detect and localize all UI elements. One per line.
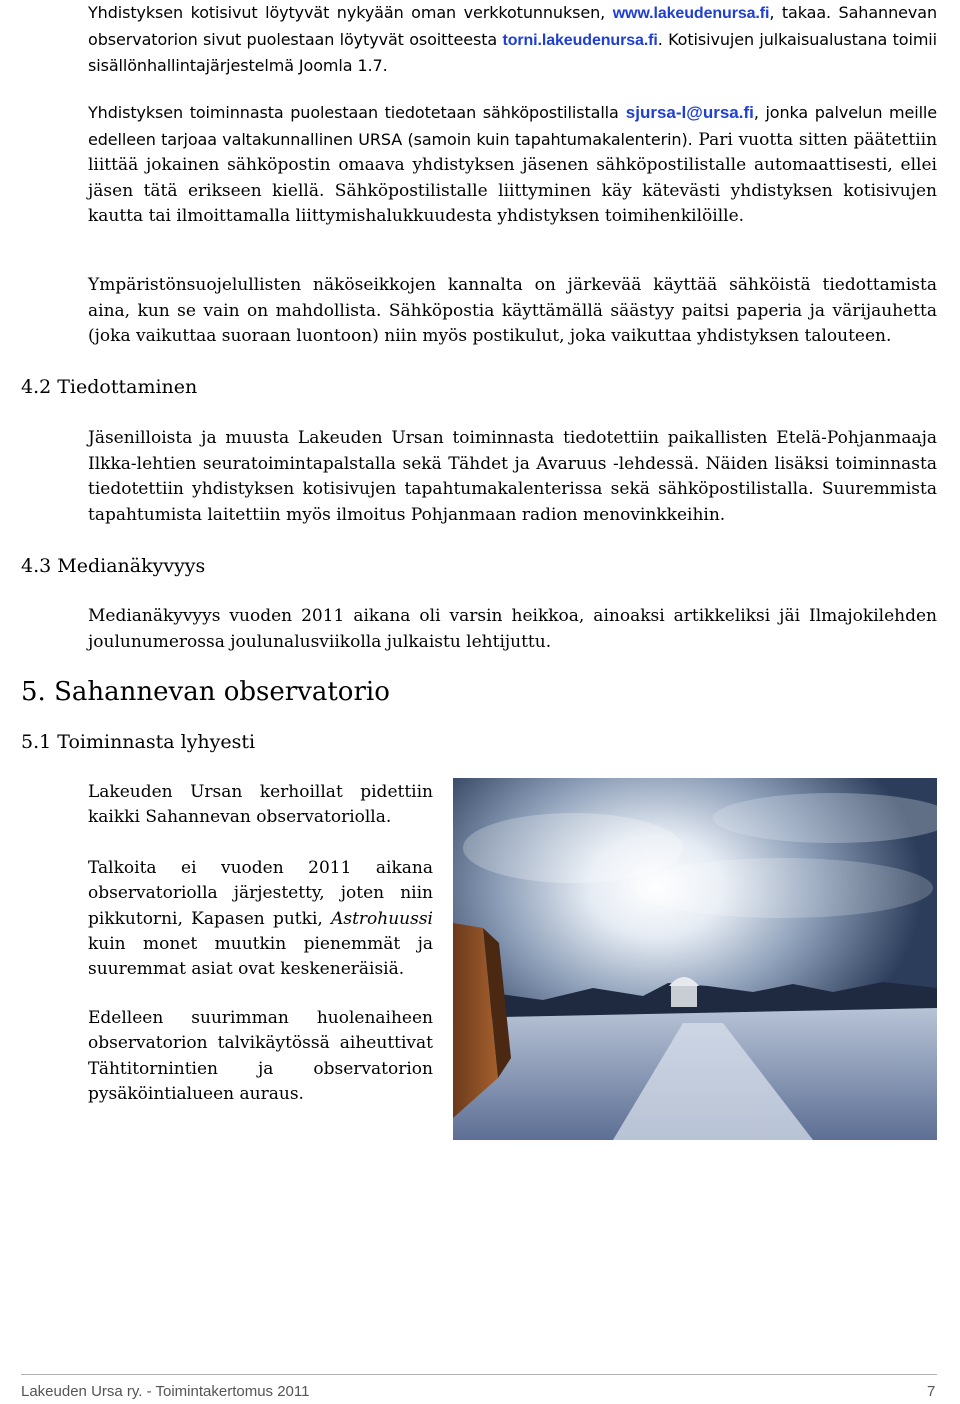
paragraph-medianakyvyys: Medianäkyvyys vuoden 2011 aikana oli varsin heikkoa, ainoaksi artikkeliksi jäi Ilmajokilehden joulunumerossa joulunalusviikolla julkaistu lehtijuttu.	[88, 606, 937, 652]
paragraph-environment: Ympäristönsuojelullisten näköseikkojen kannalta on järkevää käyttää sähköistä tiedottamista aina, kun se vain on mahdollista. Sähköpostia käyttämällä säästyy paitsi paperia ja värijauhetta (joka vaikuttaa suoraan luontoon) niin myös postikulut, joka vaikuttaa yhdistyksen talouteen.	[88, 275, 937, 347]
link-mailing-list[interactable]: sjursa-l@ursa.fi	[625, 103, 754, 122]
link-torni[interactable]: torni.lakeudenursa.fi	[502, 31, 658, 49]
text: Yhdistyksen toiminnasta puolestaan tiedotetaan sähköpostilistalla	[88, 103, 619, 122]
heading-4-3: 4.3 Medianäkyvyys	[21, 555, 206, 577]
heading-4-2: 4.2 Tiedottaminen	[21, 376, 198, 398]
heading-5: 5. Sahannevan observatorio	[21, 677, 390, 707]
text: Pari vuotta sitten päätettiin liittää jokainen sähköpostin omaava yhdistyksen jäsenen sähköpostilistalle automaattisesti, ellei jäsen tätä erikseen kiellä. Sähköpostilistalle liittyminen käy kätevästi yhdistyksen kotisivujen kautta tai ilmoittamalla liittymishalukkuudesta yhdistyksen toimihenkilöille.	[88, 129, 938, 227]
link-lakeudenursa[interactable]: www.lakeudenursa.fi	[612, 5, 770, 22]
text-emphasis: Astrohuussi	[331, 908, 433, 929]
heading-5-1: 5.1 Toiminnasta lyhyesti	[21, 731, 256, 753]
footer-title: Lakeuden Ursa ry. - Toimintakertomus 2011	[21, 1383, 310, 1400]
observatory-winter-photo	[453, 778, 937, 1140]
text: Talkoita ei vuoden 2011 aikana observatoriolla järjestetty, joten niin pikkutorni, Kapasen putki,	[88, 858, 433, 929]
paragraph-auraus: Edelleen suurimman huolenaiheen observatorion talvikäytössä aiheuttivat Tähtitornintien ja observatorion pysäköintialueen auraus.	[88, 1008, 433, 1104]
paragraph-kerhoillat: Lakeuden Ursan kerhoillat pidettiin kaikki Sahannevan observatoriolla.	[88, 782, 433, 828]
paragraph-mailing-list	[88, 100, 937, 230]
text: . Kotisivujen julkaisualustana toimii sisällönhallintajärjestelmä Joomla 1.7.	[88, 29, 937, 76]
footer-divider	[21, 1374, 937, 1375]
paragraph-websites	[88, 0, 937, 79]
text: , takaa. Sahannevan observatorion sivut puolestaan löytyvät osoitteesta	[88, 3, 937, 49]
text: Yhdistyksen kotisivut löytyvät nykyään oman verkkotunnuksen,	[88, 3, 606, 22]
page-number: 7	[927, 1383, 936, 1400]
paragraph-talkoita	[88, 856, 433, 982]
paragraph-tiedottaminen: Jäsenilloista ja muusta Lakeuden Ursan toiminnasta tiedotettiin paikallisten Etelä-Pohjanmaaja Ilkka-lehtien seuratoimintapalstalla sekä Tähdet ja Avaruus -lehdessä. Näiden lisäksi toiminnasta tiedotettiin yhdistyksen kotisivujen tapahtumakalenterissa sekä sähköpostilistalla. Suuremmista tapahtumista laitettiin myös ilmoitus Pohjanmaan radion menovinkkeihin.	[88, 428, 937, 525]
text: , jonka palvelun meille edelleen tarjoaa valtakunnallinen URSA (samoin kuin tapahtumakalenterin).	[88, 103, 938, 149]
text: kuin monet muutkin pienemmät ja suuremmat asiat ovat keskeneräisiä.	[88, 933, 433, 980]
